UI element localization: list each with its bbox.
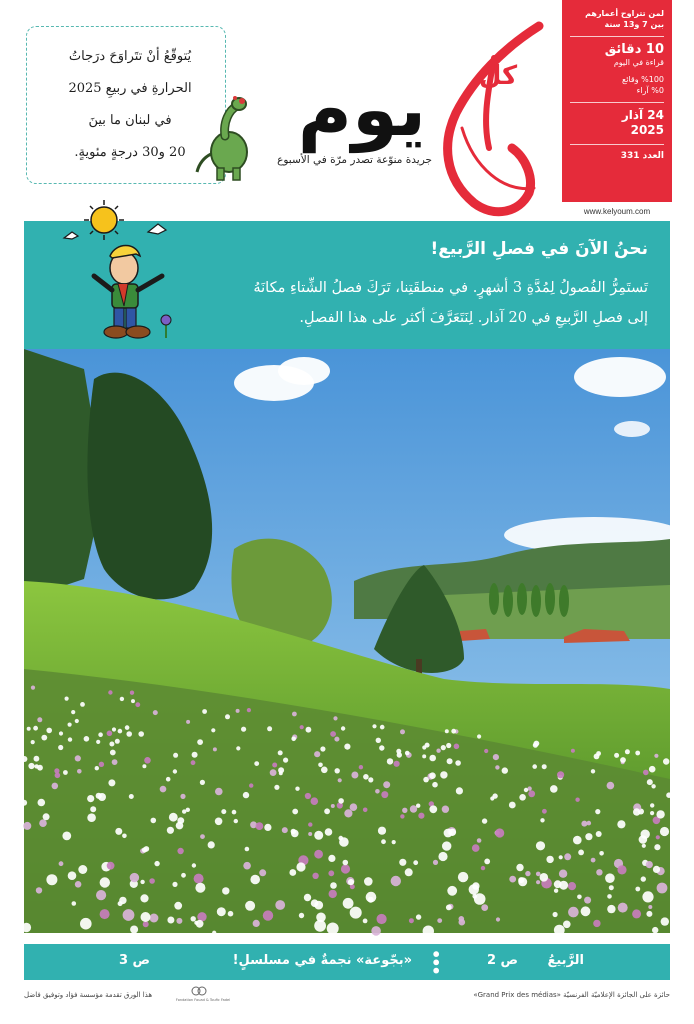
sun-icon (84, 200, 124, 240)
logo-kull-text: كل (478, 61, 518, 91)
issue-date-day: 24 آذار (621, 108, 664, 122)
foundation-name: Fondation Fouad & Toufic Fadel (175, 998, 231, 1002)
page-footer (24, 988, 670, 1008)
headline-lead (218, 273, 648, 333)
masthead-tagline: جريدة منوّعة تصدر مرّة في الأسبوع (277, 154, 432, 166)
info-divider (570, 102, 664, 103)
facts-percent: %100 وقائع (621, 75, 664, 84)
issue-info-box (562, 0, 672, 202)
foundation-logo-icon (175, 985, 231, 1003)
info-divider (570, 144, 664, 145)
contents-item-spring-title[interactable]: الرَّبيعُ (547, 953, 584, 968)
award-note: حائزة على الجائزة الإعلاميّة الفرنسيّة «Grand Prix des médias» (473, 991, 670, 999)
forecast-line: الحرارةِ في ربيعِ 2025 (68, 81, 192, 96)
logo-wordmark: يوم (297, 67, 427, 153)
spring-cartoon-character-illustration (44, 198, 194, 348)
audience-age-line2: بين 7 و13 سنة (604, 20, 664, 29)
bird-icon (64, 232, 78, 239)
website-link[interactable]: www.kelyoum.com (583, 207, 651, 216)
dinosaur-mascot-illustration (195, 92, 259, 184)
contents-separator: ••• (426, 949, 445, 974)
forecast-line: في لبنان ما بينَ (88, 113, 172, 128)
contents-item-bajjoua-title[interactable]: «بجّوعة» نجمةٌ في مسلسلٍ! (232, 953, 412, 968)
masthead-logo (262, 18, 558, 228)
forecast-line: يُتوقّعُ أنْ تتَراوَحَ درَجاتُ (68, 49, 192, 64)
issue-number: العدد 331 (620, 151, 664, 161)
logo-kull-swash (434, 18, 564, 228)
lead-line: تَستَمِرُّ الفُصولُ لِمُدَّةِ 3 أشهرٍ. في منطقَتِنا، تَرَكَ فصلُ الشِّتاءِ مكانَهُ (253, 280, 648, 296)
issue-date-year: 2025 (630, 123, 664, 137)
spring-landscape-photo (24, 349, 670, 933)
paper-credit: هذا الورق تقدمة مؤسسة فؤاد وتوفيق فاضل (24, 991, 153, 999)
contents-item-spring-page[interactable]: ص 2 (486, 953, 518, 968)
contents-bar (24, 944, 670, 980)
reading-minutes: 10 دقائق (604, 42, 664, 57)
forecast-text (55, 41, 205, 169)
contents-item-bajjoua-page[interactable]: ص 3 (118, 953, 150, 968)
opinions-percent: %0 آراء (636, 86, 664, 95)
reading-per-day: قراءة في اليوم (613, 58, 664, 67)
landscape-illustration (24, 349, 670, 933)
forecast-line: 20 و30 درجةٍ مئويةٍ. (74, 145, 186, 160)
audience-age-line1: لمن تتراوح أعمارهم (585, 9, 664, 18)
info-divider (570, 36, 664, 37)
flower-icon (161, 315, 171, 338)
bird-icon (148, 224, 166, 234)
headline-title[interactable]: نحنُ الآنَ في فصلِ الرَّبيع! (430, 239, 648, 259)
lead-line: إلى فصلِ الرَّبيعِ في 20 آذار. لِنَتَعَرَّفَ أكثر على هذا الفصلِ. (299, 310, 648, 326)
